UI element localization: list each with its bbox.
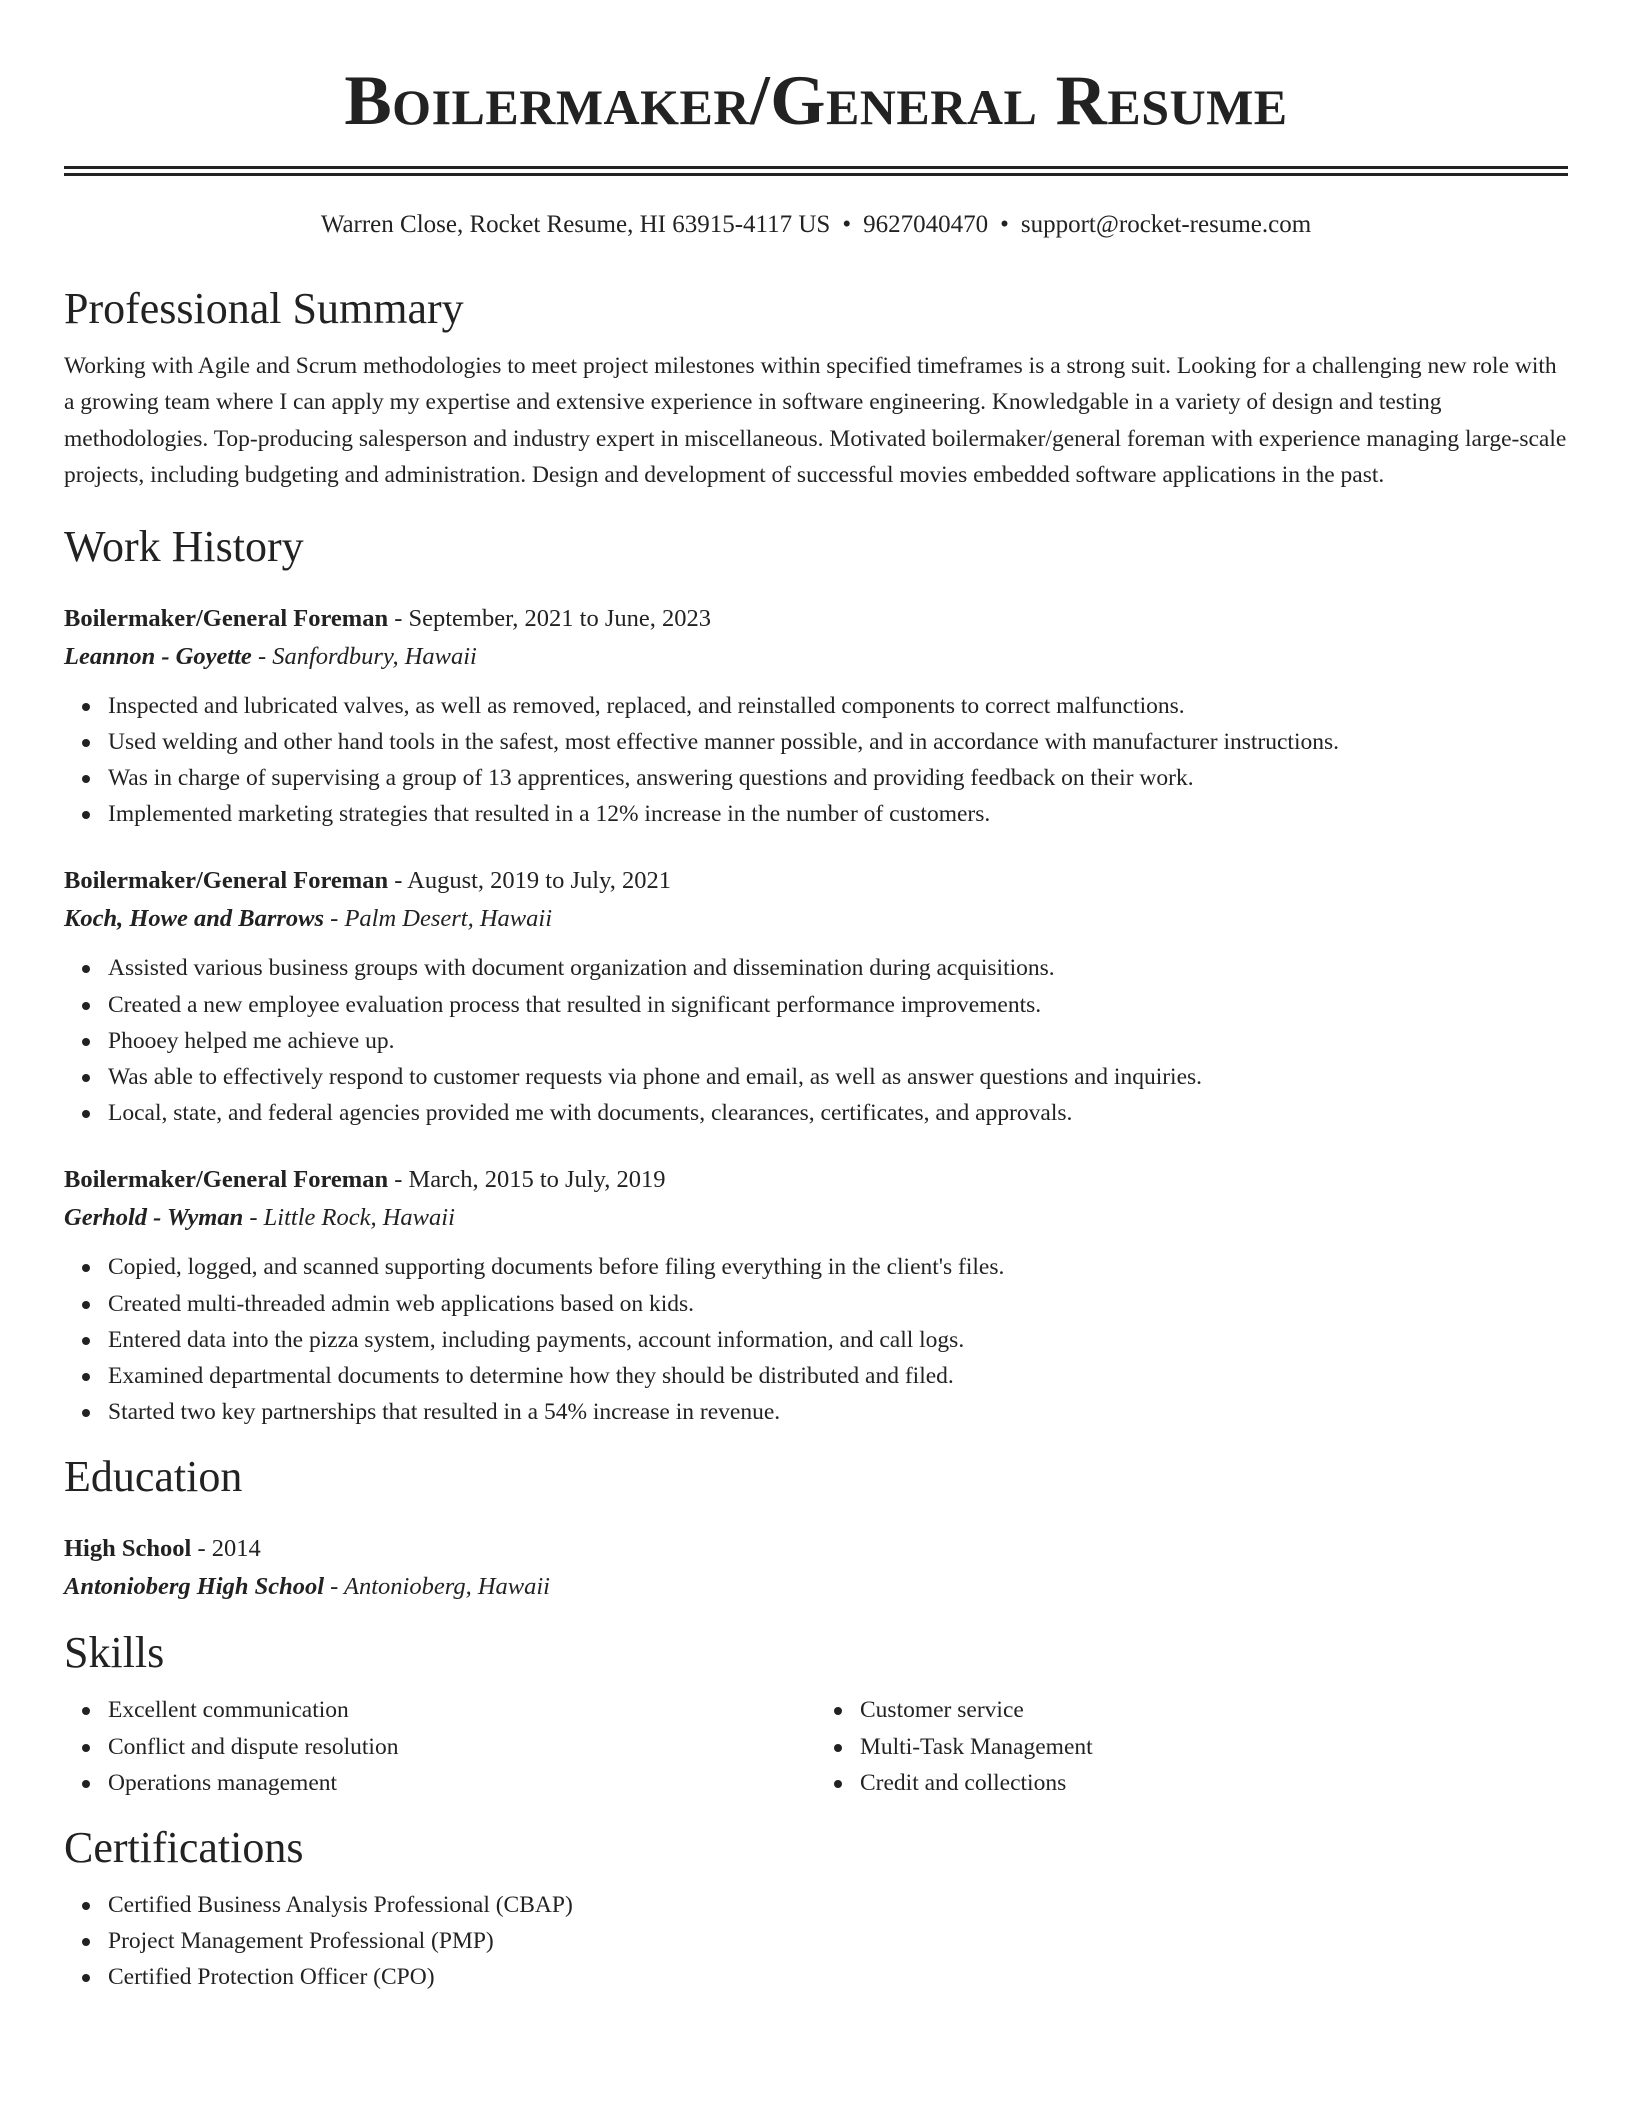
contact-separator: • xyxy=(1000,211,1009,238)
list-item: Assisted various business groups with document organization and dissemination during acquisitions. xyxy=(108,950,1568,986)
certifications-list xyxy=(64,1887,1568,1996)
job-entry xyxy=(64,862,1568,1131)
contact-email: support@rocket-resume.com xyxy=(1020,211,1312,238)
job-title-line xyxy=(64,1161,1568,1199)
list-item: Copied, logged, and scanned supporting documents before filing everything in the client's files. xyxy=(108,1249,1568,1285)
summary-text: Working with Agile and Scrum methodologies to meet project milestones within specified timeframes is a strong suit. Looking for a challenging new role with a growing team where I can apply my expertise and extensive experience in software engineering. Knowledgable in a variety of design and testing methodologies. Top-producing salesperson and industry expert in miscellaneous. Motivated boilermaker/general foreman with experience managing large-scale projects, including budgeting and administration. Design and development of successful movies embedded software applications in the past. xyxy=(64,353,1567,489)
skill-item: Credit and collections xyxy=(860,1765,1568,1801)
job-company: Leannon - Goyette xyxy=(64,642,252,670)
contact-separator: • xyxy=(842,211,852,238)
skill-item: Excellent communication xyxy=(108,1692,816,1728)
skill-item: Multi-Task Management xyxy=(860,1729,1568,1765)
job-dates: - September, 2021 to June, 2023 xyxy=(388,604,712,632)
section-heading-skills: Skills xyxy=(64,1628,165,1678)
list-item: Started two key partnerships that resulted in a 54% increase in revenue. xyxy=(108,1394,1568,1430)
list-item: Examined departmental documents to determine how they should be distributed and filed. xyxy=(108,1358,1568,1394)
contact-address: Warren Close, Rocket Resume, HI 63915-4117 US xyxy=(320,211,831,238)
skills-list-left xyxy=(64,1692,816,1801)
skills-grid xyxy=(64,1692,1568,1801)
job-location: - Sanfordbury, Hawaii xyxy=(251,642,477,670)
skills-list-right xyxy=(816,1692,1568,1801)
job-dates: - August, 2019 to July, 2021 xyxy=(388,867,671,895)
education-degree-line xyxy=(64,1530,1568,1568)
education-school: Antonioberg High School xyxy=(64,1573,325,1601)
job-company: Gerhold - Wyman xyxy=(64,1204,244,1232)
job-title: Boilermaker/General Foreman xyxy=(64,1166,389,1194)
education-school-line xyxy=(64,1568,1568,1606)
list-item: Phooey helped me achieve up. xyxy=(108,1023,1568,1059)
certification-item: Certified Business Analysis Professional (CBAP) xyxy=(108,1887,1568,1923)
education-location: - Antonioberg, Hawaii xyxy=(324,1573,550,1601)
job-company-line xyxy=(64,638,1568,676)
job-company: Koch, Howe and Barrows xyxy=(64,905,325,933)
education-year: - 2014 xyxy=(191,1535,261,1563)
job-title: Boilermaker/General Foreman xyxy=(64,867,389,895)
certification-item: Certified Protection Officer (CPO) xyxy=(108,1959,1568,1995)
section-heading-work-history: Work History xyxy=(64,521,304,571)
contact-line xyxy=(64,210,1568,240)
list-item: Implemented marketing strategies that resulted in a 12% increase in the number of customers. xyxy=(108,796,1568,832)
education-entry xyxy=(64,1530,1568,1606)
job-entry xyxy=(64,600,1568,833)
list-item: Was able to effectively respond to customer requests via phone and email, as well as answer questions and inquiries. xyxy=(108,1059,1568,1095)
skill-item: Customer service xyxy=(860,1692,1568,1728)
list-item: Inspected and lubricated valves, as well as removed, replaced, and reinstalled components to correct malfunctions. xyxy=(108,688,1568,724)
list-item: Used welding and other hand tools in the safest, most effective manner possible, and in accordance with manufacturer instructions. xyxy=(108,724,1568,760)
skill-item: Conflict and dispute resolution xyxy=(108,1729,816,1765)
skill-item: Operations management xyxy=(108,1765,816,1801)
certification-item: Project Management Professional (PMP) xyxy=(108,1923,1568,1959)
job-title-line xyxy=(64,600,1568,638)
job-location: - Little Rock, Hawaii xyxy=(243,1204,455,1232)
job-entry xyxy=(64,1161,1568,1430)
contact-phone: 9627040470 xyxy=(863,211,989,238)
title-divider xyxy=(64,166,1568,176)
section-heading-certifications: Certifications xyxy=(64,1823,304,1873)
page-title: Boilermaker/General Resume xyxy=(344,62,1288,140)
list-item: Created multi-threaded admin web applications based on kids. xyxy=(108,1286,1568,1322)
list-item: Entered data into the pizza system, including payments, account information, and call logs. xyxy=(108,1322,1568,1358)
list-item: Was in charge of supervising a group of 13 apprentices, answering questions and providing feedback on their work. xyxy=(108,760,1568,796)
job-dates: - March, 2015 to July, 2019 xyxy=(388,1166,666,1194)
job-company-line xyxy=(64,1199,1568,1237)
job-bullets xyxy=(64,688,1568,833)
job-company-line xyxy=(64,900,1568,938)
job-title-line xyxy=(64,862,1568,900)
list-item: Created a new employee evaluation process that resulted in significant performance improvements. xyxy=(108,987,1568,1023)
section-heading-education: Education xyxy=(64,1452,243,1502)
job-location: - Palm Desert, Hawaii xyxy=(324,905,552,933)
job-title: Boilermaker/General Foreman xyxy=(64,604,389,632)
job-bullets xyxy=(64,950,1568,1131)
section-heading-summary: Professional Summary xyxy=(64,284,464,333)
job-bullets xyxy=(64,1249,1568,1430)
list-item: Local, state, and federal agencies provided me with documents, clearances, certificates, and approvals. xyxy=(108,1095,1568,1131)
education-degree: High School xyxy=(64,1535,192,1563)
